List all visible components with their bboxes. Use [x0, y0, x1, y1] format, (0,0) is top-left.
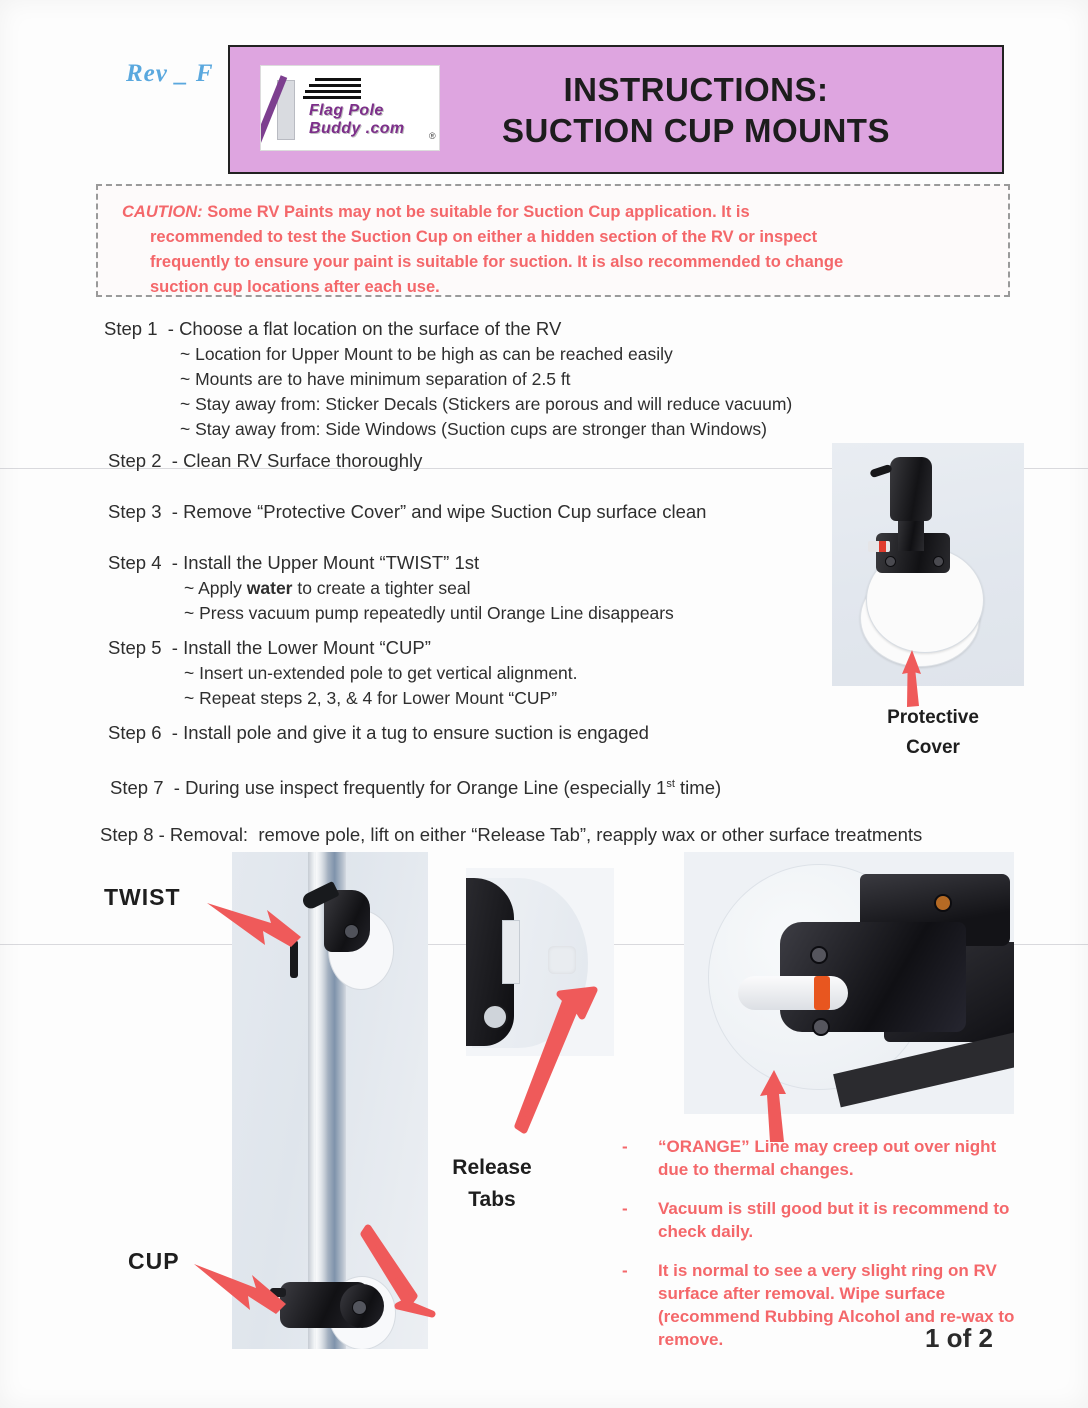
caution-box: [96, 184, 1010, 297]
orange-line-indicator: [814, 976, 830, 1010]
registered-trademark-icon: ®: [429, 131, 436, 141]
step-6: [108, 720, 649, 746]
note-item: [622, 1197, 1022, 1243]
caution-line-3: frequently to ensure your paint is suitable for suction. It is also recommended to change: [150, 253, 844, 271]
step-5-main: Step 5 - Install the Lower Mount “CUP”: [108, 637, 431, 658]
step-7-main-post: time): [674, 777, 722, 799]
protective-cover-label-line-1: Protective: [887, 707, 979, 728]
revision-label: Rev _ F: [126, 60, 214, 87]
release-tab-nub: [548, 946, 576, 974]
step-8: [100, 822, 922, 848]
step-4-sub-1-post: to create a tighter seal: [292, 578, 471, 598]
arrow-to-release-tab-upper: [516, 988, 600, 1140]
protective-cover-label-line-2: Cover: [906, 737, 960, 758]
step-7-main: [110, 771, 721, 801]
step-3: [108, 499, 706, 525]
release-tabs-label: [437, 1152, 547, 1216]
protective-cover-label: [868, 703, 998, 763]
top-block-screw: [934, 894, 952, 912]
step-1-sub-2: ~ Mounts are to have minimum separation of 2.5 ft: [180, 369, 571, 389]
note-item: [622, 1135, 1022, 1181]
title-line-1: INSTRUCTIONS:: [563, 70, 829, 108]
step-7-ordinal-suffix: st: [666, 778, 675, 790]
note-bullet-dash: -: [622, 1199, 628, 1218]
vacuum-pump-plunger: [738, 976, 848, 1010]
caution-lead-label: CAUTION:: [122, 203, 203, 221]
arrow-to-orange-line: [748, 1068, 808, 1144]
caution-text: [122, 200, 984, 300]
caution-line-2: recommended to test the Suction Cup on either a hidden section of the RV or inspect: [150, 228, 818, 246]
logo-speedlines-icon: [303, 78, 361, 102]
note-text: It is normal to see a very slight ring on RV surface after removal. Wipe surface (recommend Rubbing Alcohol and re-wax to remove.: [658, 1261, 1015, 1349]
step-7-main-pre: Step 7 - During use inspect frequently for Orange Line (especially 1: [110, 777, 667, 799]
twist-mount-screw: [344, 924, 359, 939]
release-tabs-label-line-2: Tabs: [468, 1188, 516, 1211]
mount-screw-right: [933, 556, 944, 567]
note-bullet-dash: -: [622, 1137, 628, 1156]
vacuum-indicator-orange-line: [868, 541, 890, 552]
note-text: Vacuum is still good but it is recommend to check daily.: [658, 1199, 1010, 1241]
step-3-main: Step 3 - Remove “Protective Cover” and wipe Suction Cup surface clean: [108, 501, 707, 522]
step-4: [108, 550, 674, 626]
page-number: 1 of 2: [925, 1323, 993, 1353]
arrow-to-cup: [192, 1258, 302, 1328]
bracket-screw-upper: [810, 946, 828, 964]
caution-line-1: Some RV Paints may not be suitable for Suction Cup application. It is: [202, 203, 750, 221]
step-2: [108, 448, 422, 474]
mount-slot: [502, 920, 520, 984]
step-1-sub-1: ~ Location for Upper Mount to be high as can be reached easily: [180, 344, 673, 364]
logo-line-2: Buddy .com: [309, 120, 405, 137]
step-4-main: Step 4 - Install the Upper Mount “TWIST” 1st: [108, 552, 480, 573]
step-1: [104, 316, 792, 442]
mount-body: [890, 457, 932, 521]
step-4-sub-2: ~ Press vacuum pump repeatedly until Orange Line disappears: [184, 603, 674, 623]
title-line-2: SUCTION CUP MOUNTS: [502, 111, 890, 149]
arrow-to-release-tab-lower: [362, 1222, 438, 1320]
step-8-main: Step 8 - Removal: remove pole, lift on either “Release Tab”, reapply wax or other surface treatments: [100, 824, 923, 845]
caution-line-4: suction cup locations after each use.: [150, 278, 440, 296]
step-5-sub-1: ~ Insert un-extended pole to get vertical alignment.: [184, 663, 578, 683]
step-4-sub-1-emphasis: water: [246, 578, 293, 598]
cup-label: CUP: [128, 1248, 180, 1274]
logo-wordmark: [309, 102, 405, 138]
step-4-sub-1: [108, 576, 674, 601]
note-bullet-dash: -: [622, 1261, 628, 1280]
flag-pole-buddy-logo: [260, 65, 440, 151]
note-text: “ORANGE” Line may creep out over night due to thermal changes.: [658, 1137, 997, 1179]
step-1-sub-3: ~ Stay away from: Sticker Decals (Stickers are porous and will reduce vacuum): [180, 394, 793, 414]
step-5: [108, 635, 578, 711]
photo-orange-line-detail: [684, 852, 1014, 1114]
step-5-sub-2: ~ Repeat steps 2, 3, & 4 for Lower Mount “CUP”: [184, 688, 558, 708]
release-tabs-label-line-1: Release: [452, 1156, 532, 1179]
step-6-main: Step 6 - Install pole and give it a tug to ensure suction is engaged: [108, 722, 649, 743]
step-2-main: Step 2 - Clean RV Surface thoroughly: [108, 450, 423, 471]
mount-screw-left: [885, 556, 896, 567]
step-1-sub-4: ~ Stay away from: Side Windows (Suction cups are stronger than Windows): [180, 419, 767, 439]
mount-bolt: [482, 1004, 508, 1030]
step-7: [110, 771, 721, 801]
bracket-screw-lower: [812, 1018, 830, 1036]
step-1-main: Step 1 - Choose a flat location on the surface of the RV: [104, 318, 562, 339]
logo-line-1: Flag Pole: [309, 102, 384, 119]
arrow-to-twist: [205, 893, 315, 955]
twist-label: TWIST: [104, 884, 181, 910]
arrow-to-protective-cover: [880, 648, 940, 710]
step-4-sub-1-pre: ~ Apply: [184, 578, 247, 598]
